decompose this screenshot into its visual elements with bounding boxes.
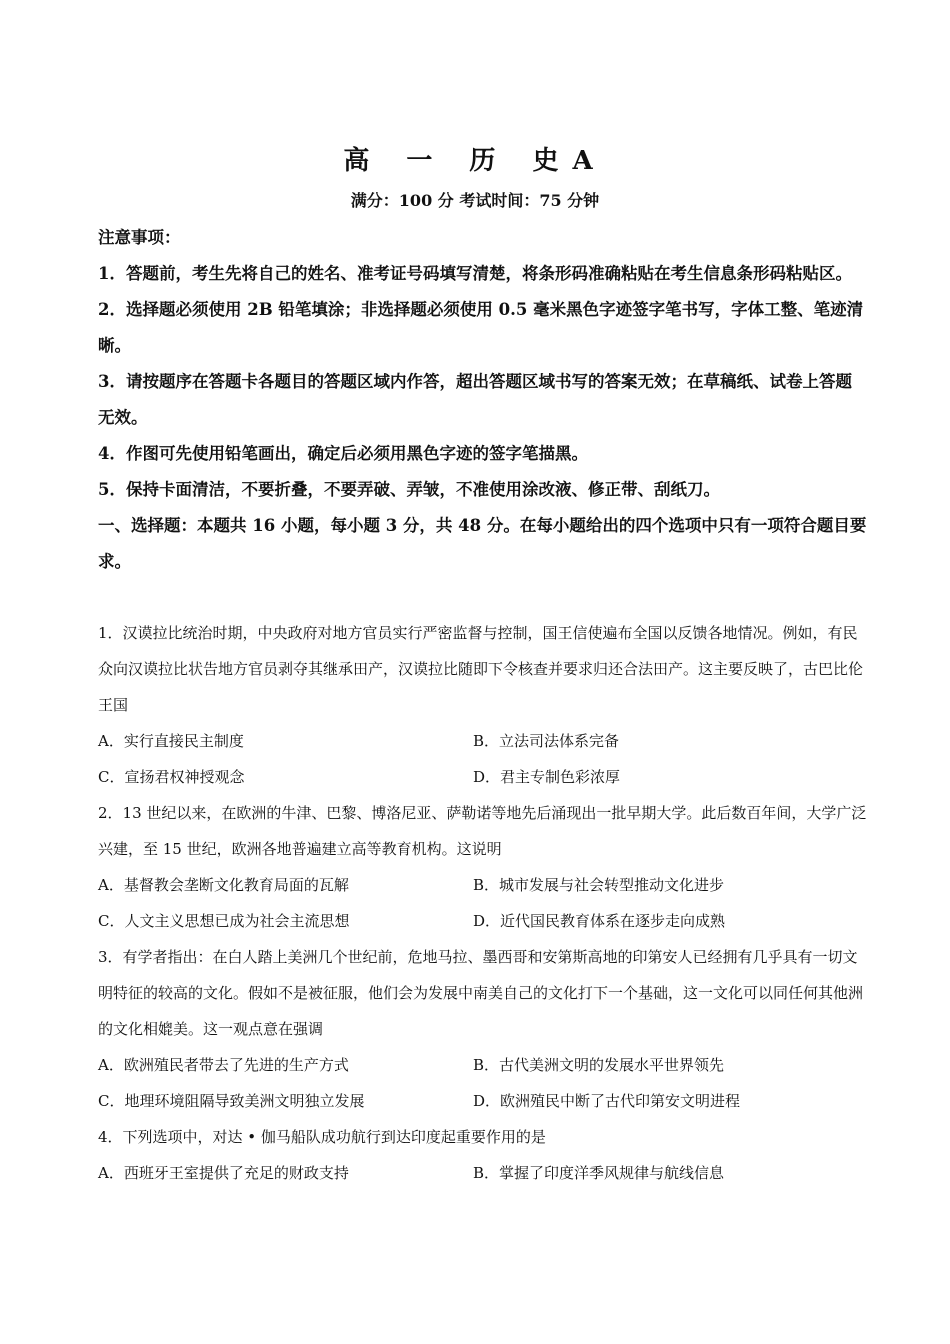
option: C．人文主义思想已成为社会主流思想 — [98, 912, 350, 930]
exam-subtitle: 满分：100 分 考试时间：75 分钟 — [350, 191, 600, 210]
option: C．地理环境阻隔导致美洲文明独立发展 — [98, 1092, 365, 1110]
option: B．古代美洲文明的发展水平世界领先 — [473, 1056, 725, 1074]
exam-title: 高 一 历 史A — [343, 146, 607, 176]
note-item: 1．答题前，考生先将自己的姓名、准考证号码填写清楚，将条形码准确粘贴在考生信息条形码粘贴区。 — [98, 264, 852, 283]
questions-block — [98, 615, 868, 1191]
question-stem: 2．13 世纪以来，在欧洲的牛津、巴黎、博洛尼亚、萨勒诺等地先后涌现出一批早期大学。此后数百年间，大学广泛兴建，至 15 世纪，欧洲各地普遍建立高等教育机构。这说明 — [98, 804, 867, 858]
question-options — [98, 1047, 868, 1119]
option: A．西班牙王室提供了充足的财政支持 — [98, 1164, 349, 1182]
notes-block — [98, 220, 868, 580]
question-stem: 1．汉谟拉比统治时期，中央政府对地方官员实行严密监督与控制，国王信使遍布全国以反馈各地情况。例如，有民众向汉谟拉比状告地方官员剥夺其继承田产，汉谟拉比随即下令核查并要求归还合法田产。这主要反映了，古巴比伦王国 — [98, 624, 864, 714]
option: B．城市发展与社会转型推动文化进步 — [473, 876, 725, 894]
option: A．基督教会垄断文化教育局面的瓦解 — [98, 876, 349, 894]
section-heading: 一、选择题：本题共 16 小题，每小题 3 分，共 48 分。在每小题给出的四个选项中只有一项符合题目要求。 — [98, 516, 867, 571]
question-stem: 4．下列选项中，对达 • 伽马船队成功航行到达印度起重要作用的是 — [98, 1128, 546, 1146]
note-item: 4．作图可先使用铅笔画出，确定后必须用黑色字迹的签字笔描黑。 — [98, 444, 588, 463]
option: B．立法司法体系完备 — [473, 732, 620, 750]
option: D．近代国民教育体系在逐步走向成熟 — [473, 912, 726, 930]
question-options — [98, 723, 868, 795]
option: D．欧洲殖民中断了古代印第安文明进程 — [473, 1092, 741, 1110]
option: D．君主专制色彩浓厚 — [473, 768, 621, 786]
question-stem: 3．有学者指出：在白人踏上美洲几个世纪前，危地马拉、墨西哥和安第斯高地的印第安人已经拥有几乎具有一切文明特征的较高的文化。假如不是被征服，他们会为发展中南美自己的文化打下一个基础，这一文化可以同任何其他洲的文化相媲美。这一观点意在强调 — [98, 948, 864, 1038]
option: A．欧洲殖民者带去了先进的生产方式 — [98, 1056, 349, 1074]
question-options — [98, 867, 868, 939]
notes-heading: 注意事项： — [98, 228, 181, 247]
option: B．掌握了印度洋季风规律与航线信息 — [473, 1164, 725, 1182]
note-item: 3．请按题序在答题卡各题目的答题区域内作答，超出答题区域书写的答案无效；在草稿纸、试卷上答题无效。 — [98, 372, 852, 427]
note-item: 5．保持卡面清洁，不要折叠，不要弄破、弄皱，不准使用涂改液、修正带、刮纸刀。 — [98, 480, 720, 499]
question-options — [98, 1155, 868, 1191]
note-item: 2．选择题必须使用 2B 铅笔填涂；非选择题必须使用 0.5 毫米黑色字迹签字笔书写，字体工整、笔迹清晰。 — [98, 300, 864, 355]
option: C．宣扬君权神授观念 — [98, 768, 245, 786]
option: A．实行直接民主制度 — [98, 732, 244, 750]
